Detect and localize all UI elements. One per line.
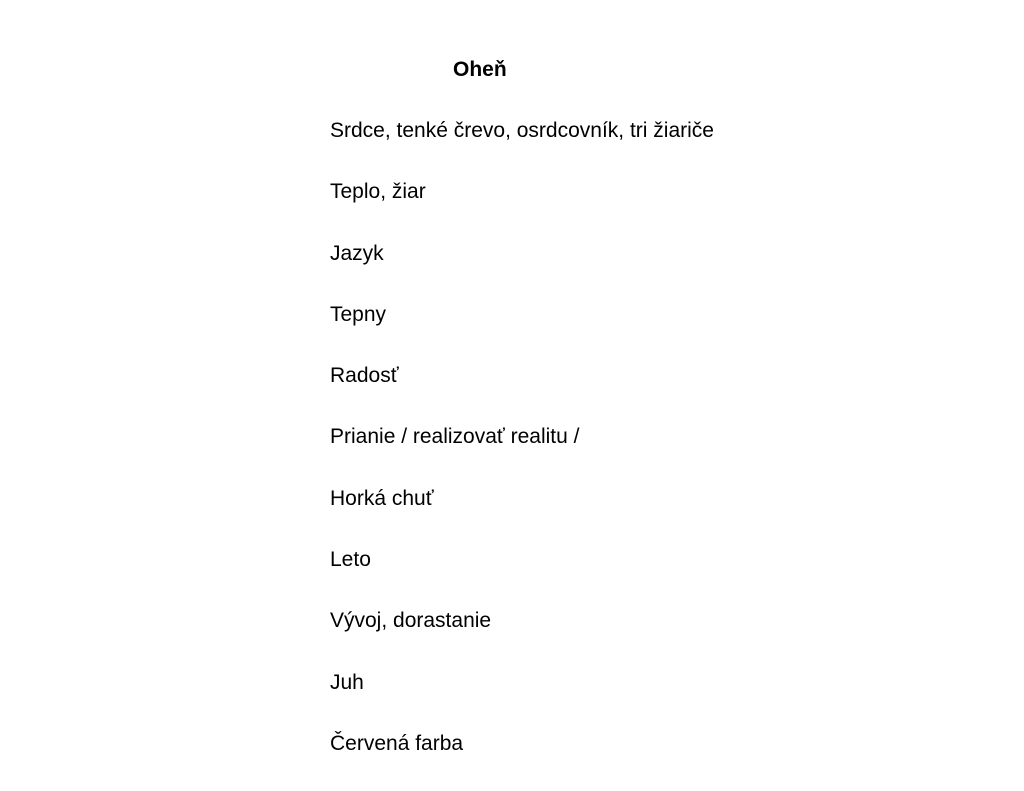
list-item: Leto <box>330 548 371 572</box>
element-attributes-list <box>330 117 714 791</box>
list-item: Radosť <box>330 364 399 388</box>
list-item: Srdce, tenké črevo, osrdcovník, tri žiariče <box>330 119 714 142</box>
list-item: Tepny <box>330 302 387 326</box>
list-item: Teplo, žiar <box>330 180 426 204</box>
list-item: Juh <box>330 670 364 694</box>
list-item: Jazyk <box>330 241 384 265</box>
list-item: Prianie / realizovať realitu / <box>330 425 580 449</box>
list-item: Vývoj, dorastanie <box>330 609 492 633</box>
list-item: Horká chuť <box>330 486 434 510</box>
slide-title: Oheň <box>453 58 507 81</box>
list-item: Červená farba <box>330 731 464 755</box>
